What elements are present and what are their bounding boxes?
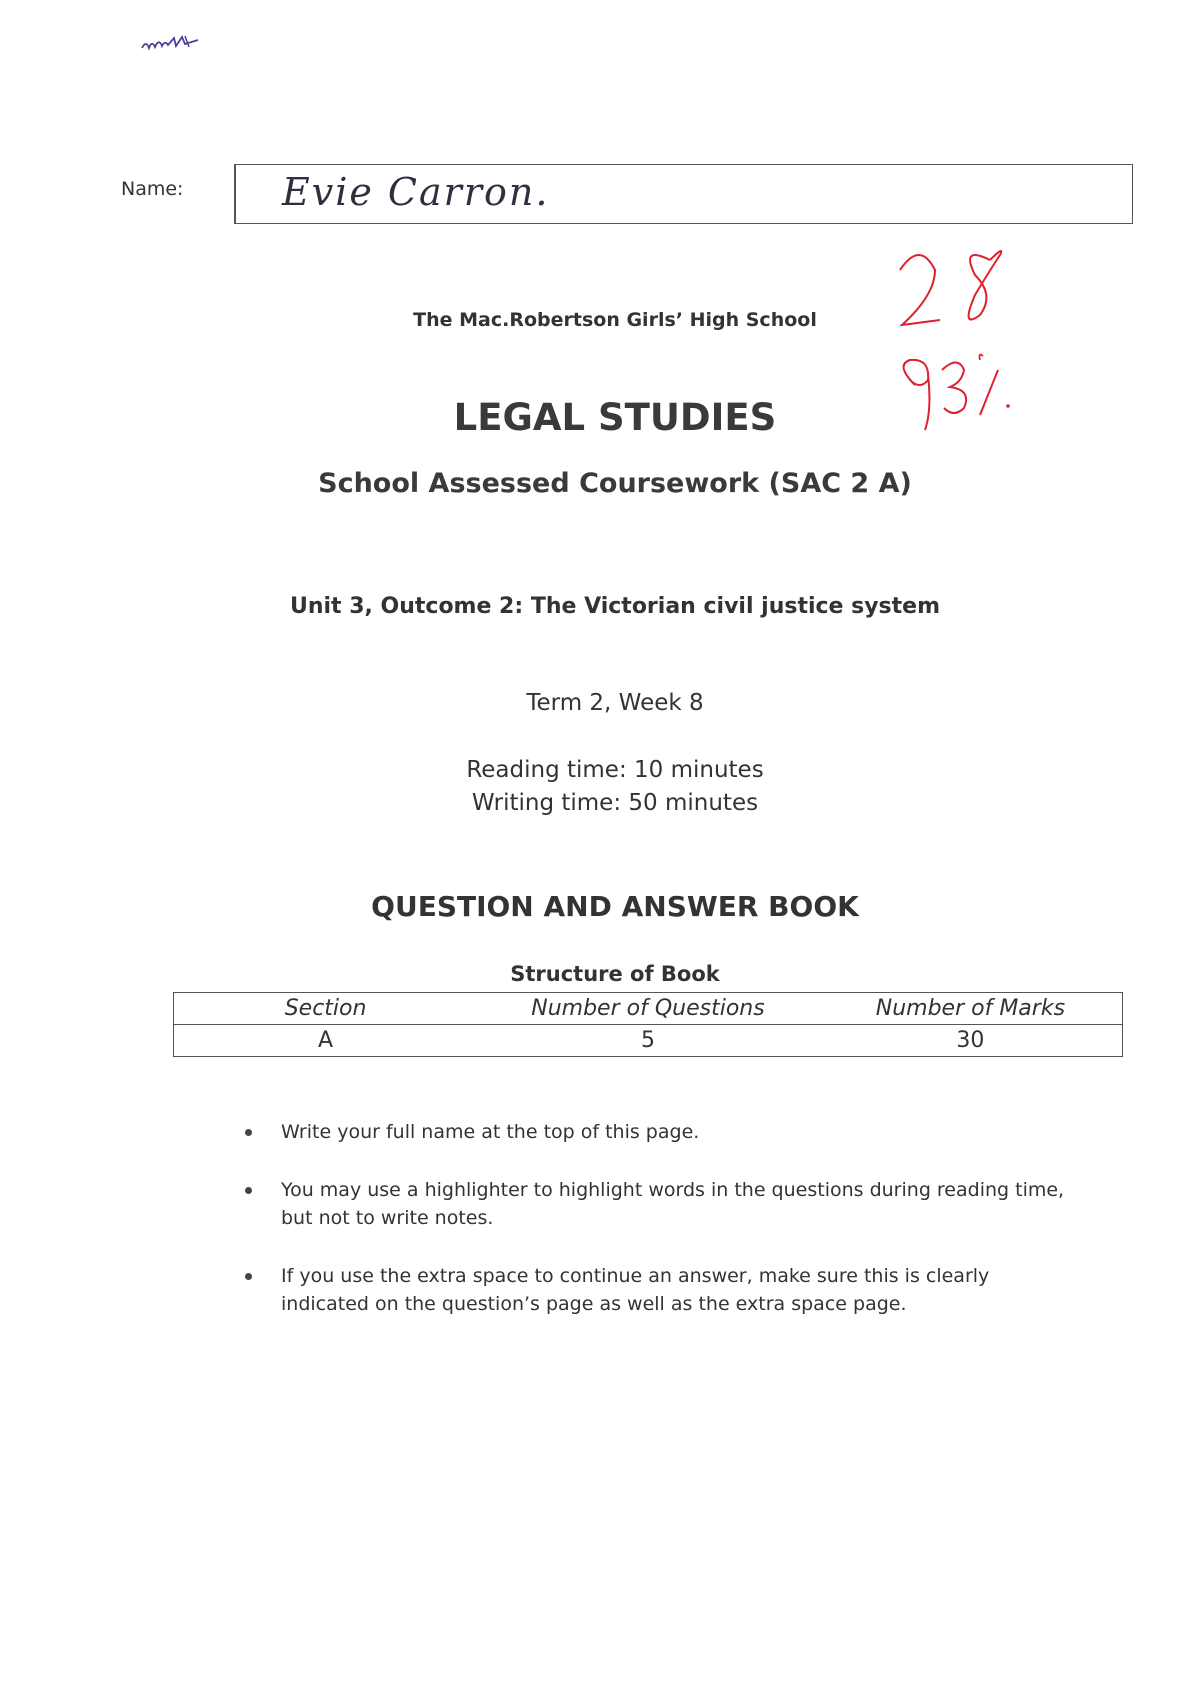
unit-outcome: Unit 3, Outcome 2: The Victorian civil justice system: [289, 594, 941, 619]
structure-table: [173, 992, 1123, 1057]
table-row: [174, 1025, 1123, 1057]
column-header: Section: [174, 993, 478, 1025]
structure-title: Structure of Book: [510, 962, 720, 986]
list-item: [245, 1118, 1065, 1146]
table-cell: 5: [477, 1025, 819, 1057]
instruction-text: Write your full name at the top of this page.: [281, 1121, 700, 1143]
column-header: Number of Marks: [819, 993, 1123, 1025]
assessment-title: School Assessed Coursework (SAC 2 A): [318, 468, 912, 499]
instructions-list: [245, 1118, 1065, 1348]
bullet-icon: [245, 1129, 252, 1136]
instruction-text: If you use the extra space to continue an answer, make sure this is clearly indicated on the question’s page as well as the extra space page.: [281, 1265, 990, 1315]
handwritten-name: Evie Carron.: [282, 170, 550, 214]
book-title: QUESTION AND ANSWER BOOK: [371, 890, 859, 923]
bullet-icon: [245, 1187, 252, 1194]
list-item: [245, 1176, 1065, 1232]
list-item: [245, 1262, 1065, 1318]
column-header: Number of Questions: [477, 993, 819, 1025]
instruction-text: You may use a highlighter to highlight words in the questions during reading time, but not to write notes.: [281, 1179, 1065, 1229]
school-name: The Mac.Robertson Girls’ High School: [413, 309, 817, 331]
pen-scribble: [140, 28, 210, 58]
table-cell: 30: [819, 1025, 1123, 1057]
name-label: Name:: [121, 178, 184, 200]
writing-time: Writing time: 50 minutes: [471, 790, 759, 816]
table-cell: A: [174, 1025, 478, 1057]
bullet-icon: [245, 1273, 252, 1280]
term-week: Term 2, Week 8: [526, 690, 704, 716]
subject-title: LEGAL STUDIES: [453, 396, 777, 439]
table-header-row: [174, 993, 1123, 1025]
reading-time: Reading time: 10 minutes: [466, 757, 764, 783]
